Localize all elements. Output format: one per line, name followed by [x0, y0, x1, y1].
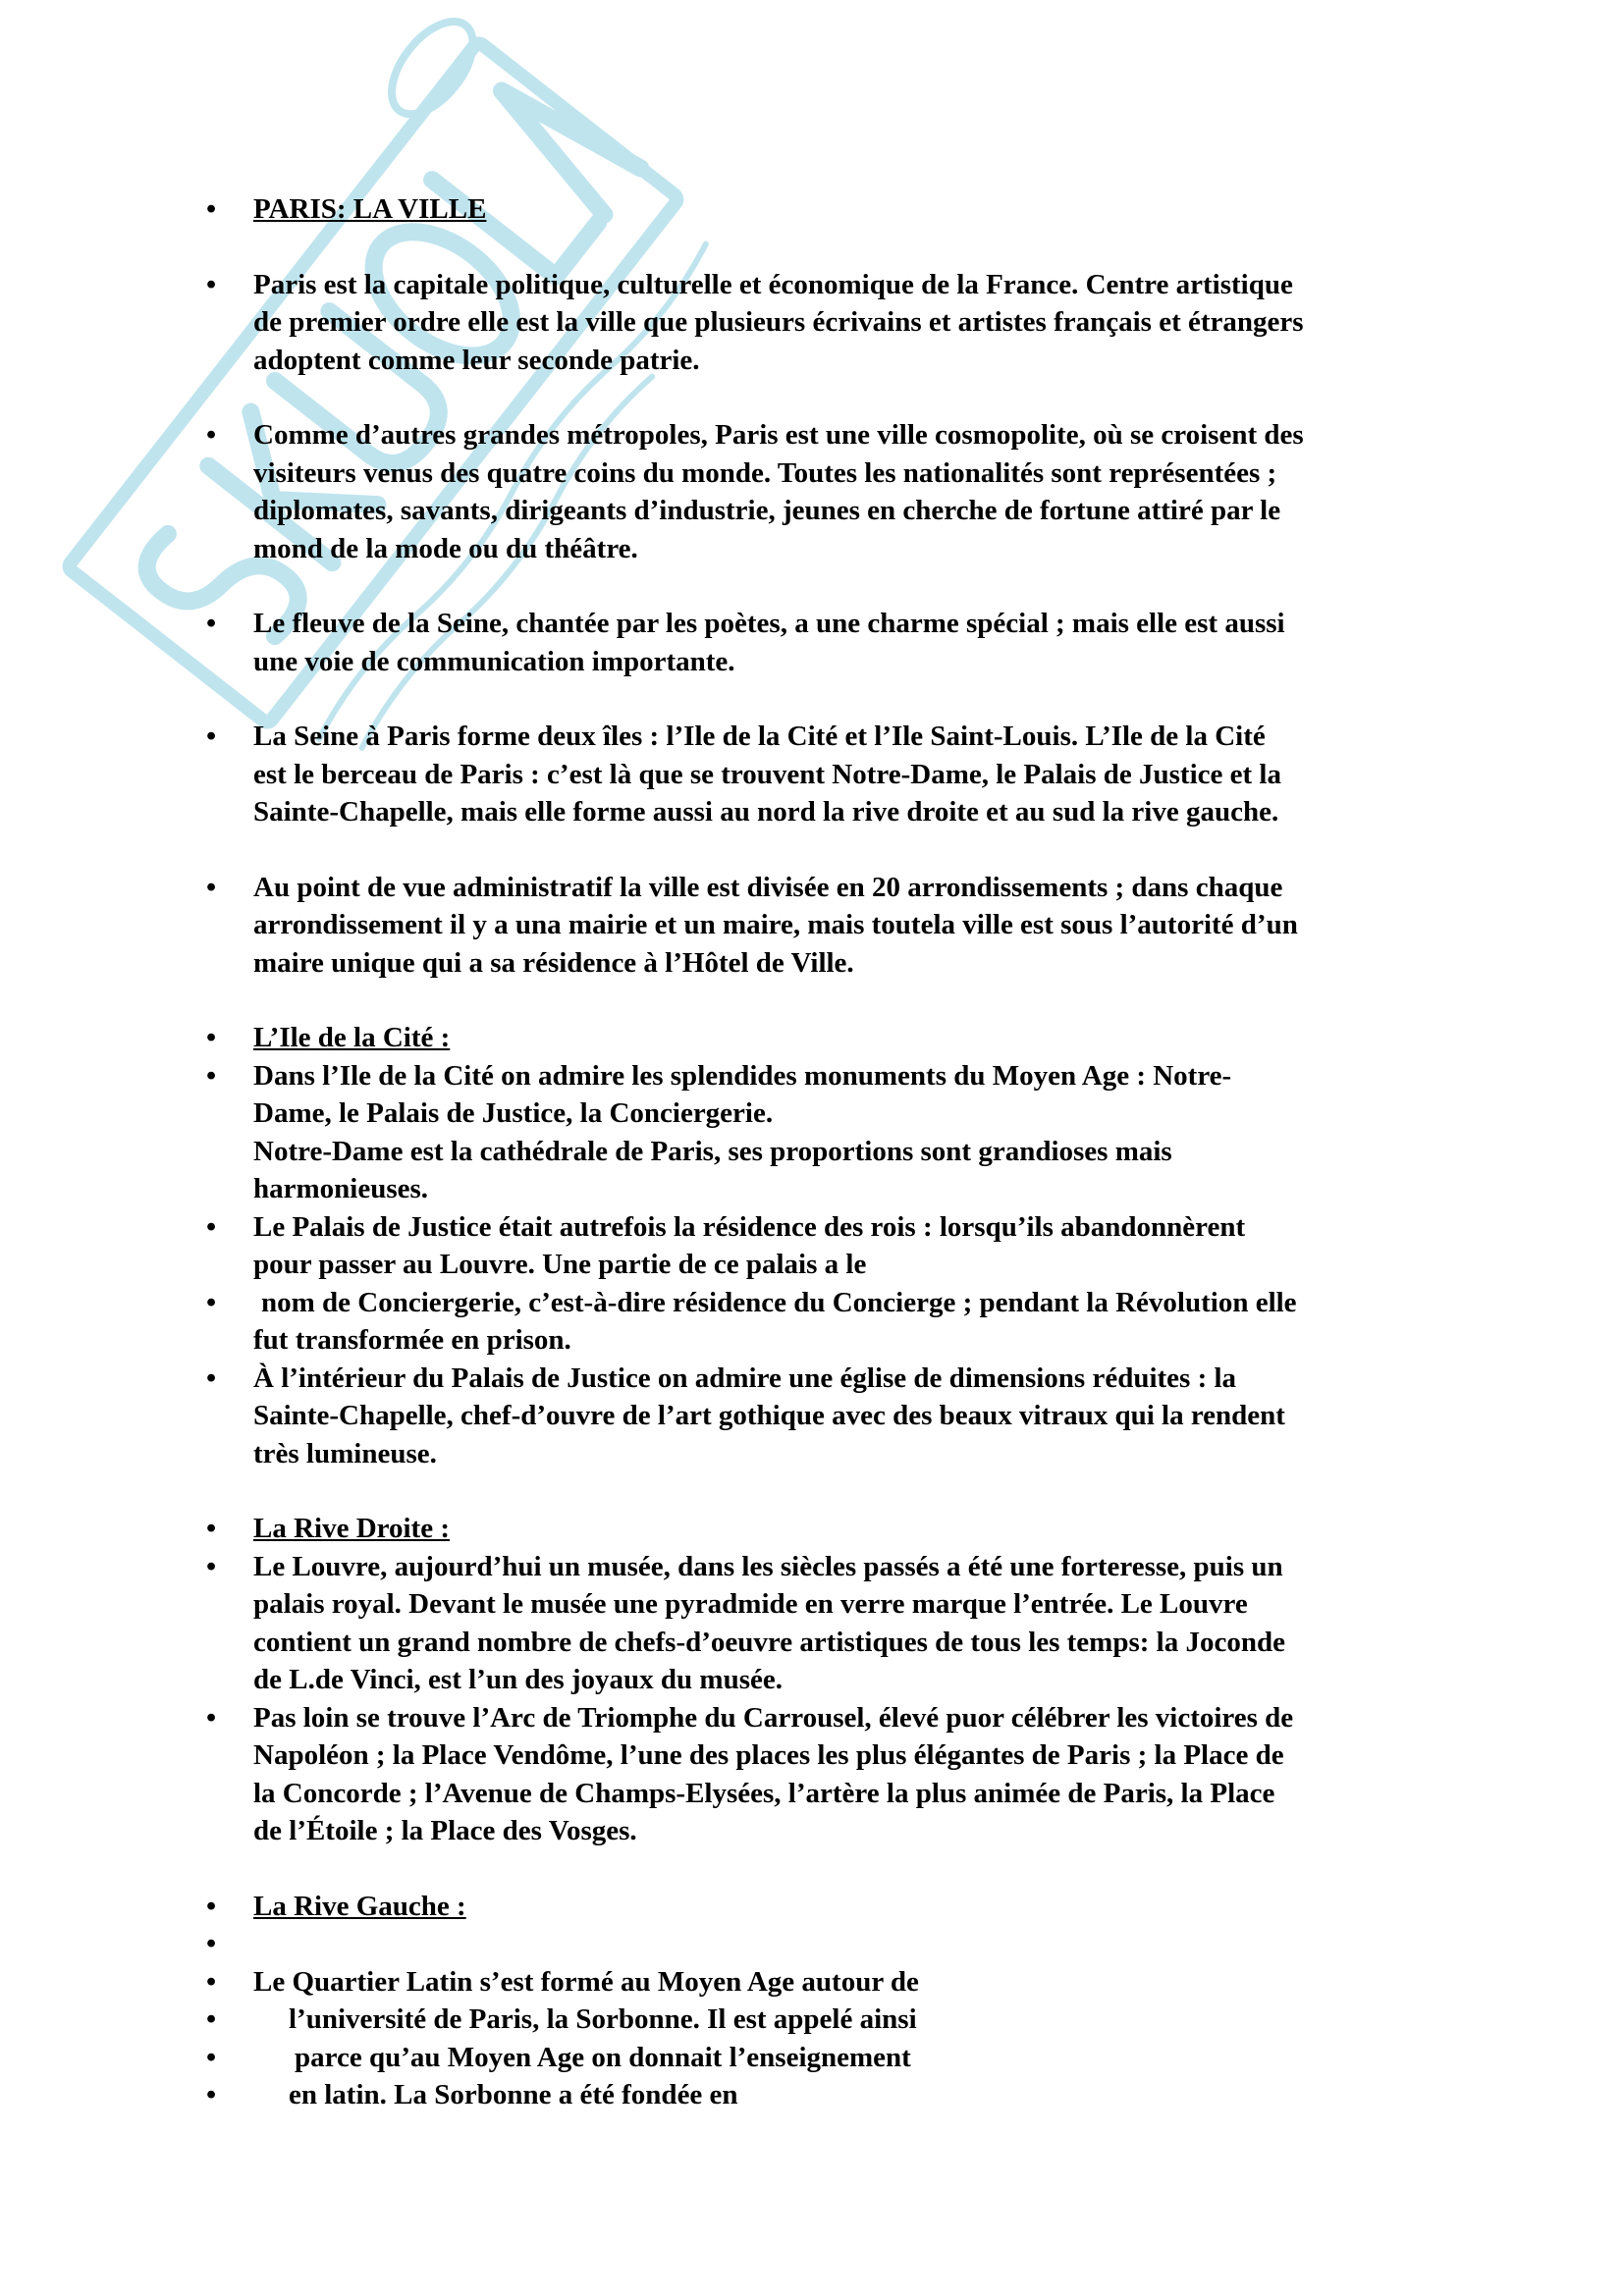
text-line: • Le Palais de Justice était autrefois la résidence des rois : lorsqu’ils abandonnèrent [253, 1210, 1246, 1243]
text-line: • Pas loin se trouve l’Arc de Triomphe du Carrousel, élevé puor célébrer les victoires de [253, 1701, 1294, 1734]
section-heading [206, 1510, 1483, 1548]
bullet-item [206, 1360, 1483, 1473]
paragraph-gap [206, 1472, 1483, 1510]
text-line: arrondissement il y a una mairie et un maire, mais toutela ville est sous l’autorité d’un [253, 909, 1298, 940]
bullet-item [206, 718, 1483, 831]
text-line: est le berceau de Paris : c’est là que se trouvent Notre-Dame, le Palais de Justice et la [253, 758, 1281, 790]
text-line: • Au point de vue administratif la ville est divisée en 20 arrondissements ; dans chaque [253, 871, 1283, 903]
document-body [206, 190, 1483, 2114]
text-line: fut transformée en prison. [253, 1324, 571, 1356]
text-line: • Paris est la capitale politique, culturelle et économique de la France. Centre artistique [253, 268, 1293, 300]
section-heading [206, 190, 1483, 229]
paragraph-gap [206, 229, 1483, 266]
text-line: • nom de Conciergerie, c’est-à-dire résidence du Concierge ; pendant la Révolution elle [261, 1286, 1297, 1318]
text-line: • l’université de Paris, la Sorbonne. Il est appelé ainsi [289, 2003, 917, 2035]
text-line: diplomates, savants, dirigeants d’industrie, jeunes en cherche de fortune attiré par le [253, 495, 1281, 526]
text-line: • PARIS: LA VILLE [253, 193, 487, 225]
bullet-item [206, 1699, 1483, 1850]
text-line [253, 1925, 1483, 1963]
text-line: Notre-Dame est la cathédrale de Paris, ses proportions sont grandioses mais [253, 1135, 1172, 1167]
text-line: • parce qu’au Moyen Age on donnait l’enseignement [295, 2041, 911, 2073]
bullet-item [206, 1208, 1483, 1284]
text-line: • Le fleuve de la Seine, chantée par les poètes, a une charme spécial ; mais elle est aussi [253, 608, 1285, 639]
bullet-item [206, 416, 1483, 567]
bullet-item [206, 1548, 1483, 1699]
text-line: • Comme d’autres grandes métropoles, Paris est une ville cosmopolite, où se croisent des [253, 419, 1304, 451]
bullet-item [206, 1925, 1483, 1963]
text-line: de l’Étoile ; la Place des Vosges. [253, 1815, 637, 1846]
text-line: de premier ordre elle est la ville que plusieurs écrivains et artistes français et étrangers [253, 306, 1304, 338]
text-line: mond de la mode ou du théâtre. [253, 532, 638, 564]
text-line: • Dans l’Ile de la Cité on admire les splendides monuments du Moyen Age : Notre- [253, 1059, 1232, 1092]
text-line: pour passer au Louvre. Une partie de ce palais a le [253, 1249, 867, 1280]
paragraph-gap [206, 680, 1483, 718]
text-line: Napoléon ; la Place Vendôme, l’une des places les plus élégantes de Paris ; la Place de [253, 1739, 1284, 1771]
watermark-net-badge [376, 10, 489, 129]
bullet-item [206, 266, 1483, 380]
text-line: Sainte-Chapelle, chef-d’ouvre de l’art gothique avec des beaux vitraux qui la rendent [253, 1400, 1285, 1431]
bullet-item [206, 1057, 1483, 1208]
bullet-item [206, 2039, 1483, 2077]
bullet-item [206, 2001, 1483, 2039]
bullet-item [206, 1963, 1483, 2002]
text-line: • La Seine à Paris forme deux îles : l’Ile de la Cité et l’Ile Saint-Louis. L’Ile de la Cité [253, 721, 1266, 752]
section-heading [206, 1888, 1483, 1926]
paragraph-gap [206, 567, 1483, 605]
bullet-item [206, 2076, 1483, 2114]
text-line: • La Rive Droite : [253, 1513, 450, 1544]
text-line: • Le Louvre, aujourd’hui un musée, dans les siècles passés a été une forteresse, puis un [253, 1550, 1283, 1582]
text-line: harmonieuses. [253, 1173, 429, 1204]
text-line: Sainte-Chapelle, mais elle forme aussi au nord la rive droite et au sud la rive gauche. [253, 796, 1279, 828]
text-line: • en latin. La Sorbonne a été fondée en [289, 2079, 738, 2110]
text-line: • À l’intérieur du Palais de Justice on admire une église de dimensions réduites : la [253, 1362, 1237, 1394]
text-line: la Concorde ; l’Avenue de Champs-Elysées, l’artère la plus animée de Paris, la Place [253, 1777, 1275, 1809]
paragraph-gap [206, 1850, 1483, 1888]
bullet-item [206, 605, 1483, 680]
bullet-item [206, 869, 1483, 983]
text-line: palais royal. Devant le musée une pyradmide en verre marque l’entrée. Le Louvre [253, 1588, 1248, 1620]
section-heading [206, 1019, 1483, 1057]
text-line: Dame, le Palais de Justice, la Conciergerie. [253, 1097, 774, 1129]
paragraph-gap [206, 379, 1483, 416]
text-line: • L’Ile de la Cité : [253, 1022, 451, 1053]
text-line: adoptent comme leur seconde patrie. [253, 344, 700, 376]
text-line: une voie de communication importante. [253, 645, 735, 677]
text-line: maire unique qui a sa résidence à l’Hôtel de Ville. [253, 946, 854, 979]
bullet-item [206, 1284, 1483, 1360]
text-line: contient un grand nombre de chefs-d’oeuvre artistiques de tous les temps: la Joconde [253, 1626, 1285, 1658]
paragraph-gap [206, 831, 1483, 869]
text-line: de L.de Vinci, est l’un des joyaux du musée. [253, 1664, 783, 1695]
text-line: • Le Quartier Latin s’est formé au Moyen Age autour de [253, 1965, 919, 1998]
text-line: très lumineuse. [253, 1437, 437, 1469]
paragraph-gap [206, 982, 1483, 1019]
text-line: visiteurs venus des quatre coins du monde. Toutes les nationalités sont représentées ; [253, 456, 1277, 489]
text-line: • La Rive Gauche : [253, 1890, 466, 1922]
